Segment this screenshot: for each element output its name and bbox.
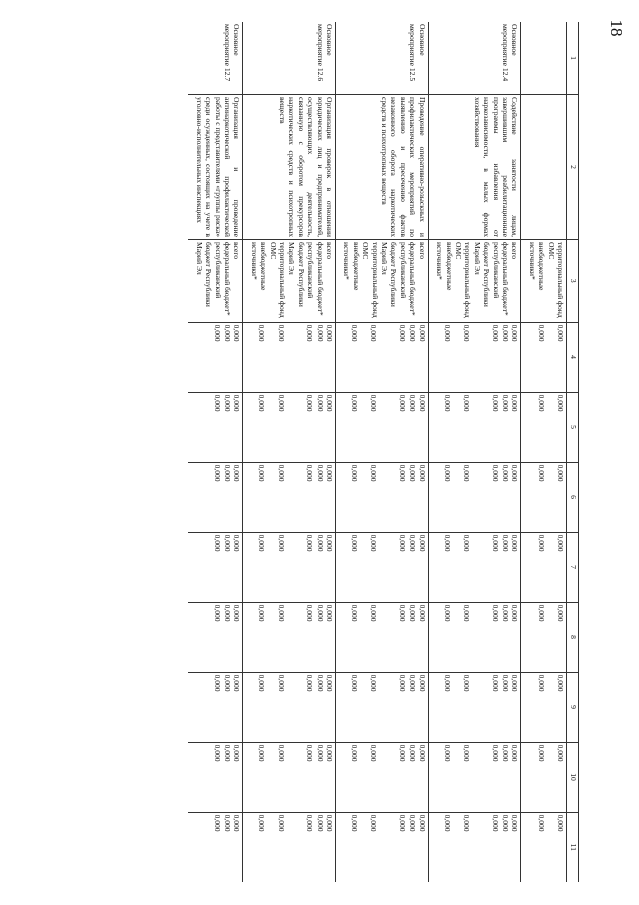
activity-cell <box>521 22 567 95</box>
amount-cell <box>188 322 243 392</box>
funding-source-label: республиканский бюджет Республики Марий Эл <box>380 242 408 307</box>
amount-value: 0,000 <box>397 814 407 832</box>
amount-value: 0,000 <box>556 464 565 482</box>
amount-value: 0,000 <box>223 744 232 762</box>
amount-value: 0,000 <box>232 394 242 412</box>
header-row <box>567 22 579 882</box>
amount-value: 0,000 <box>369 324 379 342</box>
amount-value: 0,000 <box>556 604 565 622</box>
amount-value: 0,000 <box>232 464 242 482</box>
amount-value: 0,000 <box>315 534 325 552</box>
amount-value: 0,000 <box>442 464 452 482</box>
amount-value: 0,000 <box>369 394 379 412</box>
table-row <box>336 22 429 882</box>
amount-cell <box>336 602 429 672</box>
funding-source-label: внебюджетные источники* <box>342 242 361 291</box>
amount-cell <box>336 742 429 812</box>
amount-value: 0,000 <box>500 394 510 412</box>
amount-cell <box>188 392 243 462</box>
amount-value: 0,000 <box>212 604 222 622</box>
amount-value: 0,000 <box>223 814 232 832</box>
amount-value: 0,000 <box>276 464 286 482</box>
amount-value: 0,000 <box>556 394 565 412</box>
amount-value: 0,000 <box>417 534 427 552</box>
amount-value: 0,000 <box>212 814 222 832</box>
description-cell: Организация проверок в отношении юридических лиц и предпринимателей, осуществляющих деятельность, связанную с оборотом прекурсоров наркотических средств и психотропных веществ <box>243 95 336 240</box>
amount-cell <box>243 532 336 602</box>
amount-value: 0,000 <box>442 674 452 692</box>
amount-value: 0,000 <box>315 674 325 692</box>
amount-value: 0,000 <box>536 674 546 692</box>
amount-value: 0,000 <box>223 464 232 482</box>
amount-value: 0,000 <box>510 464 520 482</box>
amount-cell <box>188 812 243 882</box>
column-header: 8 <box>567 602 579 672</box>
amount-value: 0,000 <box>408 674 418 692</box>
amount-value: 0,000 <box>325 814 335 832</box>
amount-value: 0,000 <box>397 604 407 622</box>
amount-value: 0,000 <box>232 814 242 832</box>
amount-value: 0,000 <box>536 464 546 482</box>
amount-value: 0,000 <box>556 324 565 342</box>
amount-cell <box>243 812 336 882</box>
funding-source-label: федеральный бюджет* <box>223 242 232 316</box>
amount-value: 0,000 <box>325 534 335 552</box>
funding-source-label: территориальный фонд ОМС <box>546 242 565 318</box>
amount-value: 0,000 <box>212 744 222 762</box>
amount-cell <box>428 812 521 882</box>
amount-cell <box>336 392 429 462</box>
amount-value: 0,000 <box>350 464 360 482</box>
amount-cell <box>188 672 243 742</box>
amount-value: 0,000 <box>223 394 232 412</box>
funding-sources-cell <box>188 240 243 323</box>
amount-value: 0,000 <box>350 674 360 692</box>
amount-value: 0,000 <box>257 394 267 412</box>
amount-cell <box>428 392 521 462</box>
amount-value: 0,000 <box>408 744 418 762</box>
amount-value: 0,000 <box>223 324 232 342</box>
amount-cell <box>428 532 521 602</box>
amount-cell <box>188 462 243 532</box>
amount-value: 0,000 <box>276 324 286 342</box>
amount-cell <box>336 532 429 602</box>
amount-cell <box>188 742 243 812</box>
funding-source-label: республиканский бюджет Республики Марий Эл <box>472 242 501 307</box>
amount-value: 0,000 <box>276 674 286 692</box>
amount-value: 0,000 <box>556 674 565 692</box>
amount-value: 0,000 <box>442 814 452 832</box>
column-header: 2 <box>567 95 579 240</box>
amount-value: 0,000 <box>257 464 267 482</box>
amount-value: 0,000 <box>536 604 546 622</box>
amount-value: 0,000 <box>257 674 267 692</box>
amount-value: 0,000 <box>490 814 500 832</box>
amount-cell <box>521 322 567 392</box>
amount-cell <box>188 532 243 602</box>
amount-value: 0,000 <box>500 674 510 692</box>
column-header: 9 <box>567 672 579 742</box>
amount-value: 0,000 <box>417 814 427 832</box>
amount-cell <box>336 322 429 392</box>
amount-value: 0,000 <box>397 464 407 482</box>
amount-value: 0,000 <box>408 464 418 482</box>
amount-cell <box>336 672 429 742</box>
amount-value: 0,000 <box>369 814 379 832</box>
funding-source-label: всего <box>510 242 520 260</box>
amount-value: 0,000 <box>223 674 232 692</box>
amount-value: 0,000 <box>276 744 286 762</box>
amount-value: 0,000 <box>257 324 267 342</box>
amount-value: 0,000 <box>417 394 427 412</box>
amount-cell <box>428 322 521 392</box>
amount-value: 0,000 <box>462 744 472 762</box>
amount-value: 0,000 <box>500 464 510 482</box>
table-row <box>521 22 567 882</box>
amount-value: 0,000 <box>490 324 500 342</box>
amount-value: 0,000 <box>325 324 335 342</box>
amount-value: 0,000 <box>232 604 242 622</box>
table-row <box>428 22 521 882</box>
amount-value: 0,000 <box>408 324 418 342</box>
amount-value: 0,000 <box>536 534 546 552</box>
amount-value: 0,000 <box>305 534 315 552</box>
amount-cell <box>428 602 521 672</box>
amount-value: 0,000 <box>350 324 360 342</box>
amount-value: 0,000 <box>212 324 222 342</box>
amount-value: 0,000 <box>212 534 222 552</box>
amount-value: 0,000 <box>325 744 335 762</box>
amount-cell <box>521 602 567 672</box>
funding-sources-cell <box>243 240 336 323</box>
funding-source-label: территориальный фонд ОМС <box>453 242 473 318</box>
amount-value: 0,000 <box>556 814 565 832</box>
amount-cell <box>243 392 336 462</box>
description-cell: Проведение оперативно-розыскных и профилактических мероприятий по выявлению и пресечению фактов незаконного оборота наркотических средств и психотропных веществ <box>336 95 429 240</box>
column-header: 4 <box>567 322 579 392</box>
column-header: 3 <box>567 240 579 323</box>
amount-value: 0,000 <box>490 394 500 412</box>
amount-value: 0,000 <box>350 394 360 412</box>
activity-cell: Основное мероприятие 12.7 <box>188 22 243 95</box>
funding-table <box>188 22 579 882</box>
amount-cell <box>243 742 336 812</box>
amount-value: 0,000 <box>462 674 472 692</box>
amount-value: 0,000 <box>212 464 222 482</box>
amount-value: 0,000 <box>232 324 242 342</box>
amount-value: 0,000 <box>462 394 472 412</box>
amount-value: 0,000 <box>350 534 360 552</box>
amount-value: 0,000 <box>305 324 315 342</box>
amount-value: 0,000 <box>510 604 520 622</box>
amount-value: 0,000 <box>510 324 520 342</box>
amount-cell <box>428 672 521 742</box>
funding-source-label: внебюджетные источники* <box>435 242 454 291</box>
funding-sources-cell <box>336 240 429 323</box>
amount-value: 0,000 <box>397 324 407 342</box>
amount-value: 0,000 <box>462 604 472 622</box>
amount-value: 0,000 <box>369 604 379 622</box>
amount-value: 0,000 <box>257 534 267 552</box>
amount-cell <box>521 742 567 812</box>
amount-value: 0,000 <box>397 534 407 552</box>
amount-value: 0,000 <box>257 744 267 762</box>
amount-value: 0,000 <box>397 394 407 412</box>
amount-value: 0,000 <box>315 604 325 622</box>
amount-value: 0,000 <box>212 674 222 692</box>
amount-value: 0,000 <box>276 604 286 622</box>
amount-value: 0,000 <box>490 674 500 692</box>
amount-value: 0,000 <box>442 324 452 342</box>
amount-value: 0,000 <box>442 744 452 762</box>
amount-value: 0,000 <box>305 814 315 832</box>
funding-source-label: федеральный бюджет* <box>315 242 325 316</box>
amount-value: 0,000 <box>223 534 232 552</box>
amount-value: 0,000 <box>417 674 427 692</box>
amount-value: 0,000 <box>490 604 500 622</box>
amount-value: 0,000 <box>315 394 325 412</box>
amount-value: 0,000 <box>257 814 267 832</box>
amount-value: 0,000 <box>500 604 510 622</box>
amount-value: 0,000 <box>500 534 510 552</box>
funding-source-label: внебюджетные источники* <box>249 242 269 291</box>
funding-sources-cell <box>521 240 567 323</box>
funding-source-label: федеральный бюджет* <box>408 242 418 316</box>
amount-cell <box>428 742 521 812</box>
funding-source-label: республиканский бюджет Республики Марий Эл <box>287 242 316 307</box>
rotated-table-page <box>49 22 579 882</box>
description-cell: Организация и проведение антинаркотической профилактической работы с представителями «группы риска» среди осужденных, состоящих на учете в уголовно-исполнительных инспекциях <box>188 95 243 240</box>
amount-value: 0,000 <box>500 324 510 342</box>
table-row <box>243 22 336 882</box>
funding-sources-cell <box>428 240 521 323</box>
table-row <box>188 22 243 882</box>
amount-value: 0,000 <box>232 534 242 552</box>
amount-value: 0,000 <box>510 534 520 552</box>
amount-value: 0,000 <box>315 744 325 762</box>
amount-value: 0,000 <box>442 534 452 552</box>
amount-value: 0,000 <box>408 814 418 832</box>
funding-source-label: внебюджетные источники* <box>527 242 547 291</box>
amount-value: 0,000 <box>417 324 427 342</box>
amount-value: 0,000 <box>305 674 315 692</box>
funding-source-label: всего <box>325 242 335 260</box>
activity-cell: Основное мероприятие 12.6 <box>243 22 336 95</box>
column-header: 7 <box>567 532 579 602</box>
amount-value: 0,000 <box>325 394 335 412</box>
amount-cell <box>521 392 567 462</box>
amount-value: 0,000 <box>500 744 510 762</box>
amount-value: 0,000 <box>442 394 452 412</box>
amount-value: 0,000 <box>315 814 325 832</box>
amount-value: 0,000 <box>257 604 267 622</box>
amount-value: 0,000 <box>212 394 222 412</box>
column-header: 11 <box>567 812 579 882</box>
amount-value: 0,000 <box>510 394 520 412</box>
amount-value: 0,000 <box>462 814 472 832</box>
description-cell <box>521 95 567 240</box>
amount-value: 0,000 <box>276 394 286 412</box>
amount-value: 0,000 <box>536 814 546 832</box>
amount-value: 0,000 <box>556 534 565 552</box>
amount-value: 0,000 <box>408 604 418 622</box>
amount-value: 0,000 <box>232 744 242 762</box>
amount-value: 0,000 <box>315 324 325 342</box>
column-header: 6 <box>567 462 579 532</box>
description-cell: Содействие занятости лицам, завершившим реабилитационные программы избавления от наркозависимости, в малых формах хозяйствования <box>428 95 521 240</box>
amount-value: 0,000 <box>536 394 546 412</box>
amount-value: 0,000 <box>408 394 418 412</box>
amount-value: 0,000 <box>536 744 546 762</box>
amount-value: 0,000 <box>442 604 452 622</box>
amount-value: 0,000 <box>276 534 286 552</box>
amount-cell <box>243 602 336 672</box>
amount-value: 0,000 <box>408 534 418 552</box>
amount-value: 0,000 <box>315 464 325 482</box>
funding-source-label: республиканский бюджет Республики Марий Эл <box>194 242 223 307</box>
amount-value: 0,000 <box>510 814 520 832</box>
amount-value: 0,000 <box>510 744 520 762</box>
amount-value: 0,000 <box>369 534 379 552</box>
amount-value: 0,000 <box>369 744 379 762</box>
amount-cell <box>336 812 429 882</box>
amount-value: 0,000 <box>369 674 379 692</box>
amount-value: 0,000 <box>305 744 315 762</box>
amount-value: 0,000 <box>325 604 335 622</box>
funding-source-label: всего <box>232 242 242 260</box>
amount-value: 0,000 <box>556 744 565 762</box>
amount-value: 0,000 <box>325 464 335 482</box>
table-body <box>188 22 566 882</box>
amount-value: 0,000 <box>305 464 315 482</box>
amount-value: 0,000 <box>276 814 286 832</box>
amount-value: 0,000 <box>232 674 242 692</box>
amount-value: 0,000 <box>305 394 315 412</box>
amount-cell <box>521 462 567 532</box>
amount-value: 0,000 <box>536 324 546 342</box>
amount-cell <box>521 672 567 742</box>
column-header: 5 <box>567 392 579 462</box>
activity-cell: Основное мероприятие 12.5 <box>336 22 429 95</box>
funding-source-label: территориальный фонд ОМС <box>268 242 288 318</box>
amount-value: 0,000 <box>490 464 500 482</box>
amount-cell <box>521 532 567 602</box>
amount-value: 0,000 <box>490 744 500 762</box>
amount-value: 0,000 <box>417 604 427 622</box>
amount-cell <box>243 672 336 742</box>
amount-cell <box>428 462 521 532</box>
amount-cell <box>188 602 243 672</box>
column-header: 10 <box>567 742 579 812</box>
amount-cell <box>243 462 336 532</box>
activity-cell: Основное мероприятие 12.4 <box>428 22 521 95</box>
amount-cell <box>336 462 429 532</box>
amount-cell <box>521 812 567 882</box>
amount-value: 0,000 <box>397 674 407 692</box>
funding-source-label: федеральный бюджет* <box>500 242 510 316</box>
amount-value: 0,000 <box>223 604 232 622</box>
amount-value: 0,000 <box>462 534 472 552</box>
amount-value: 0,000 <box>417 464 427 482</box>
amount-value: 0,000 <box>510 674 520 692</box>
amount-value: 0,000 <box>350 814 360 832</box>
amount-value: 0,000 <box>350 604 360 622</box>
amount-value: 0,000 <box>462 464 472 482</box>
amount-value: 0,000 <box>397 744 407 762</box>
funding-source-label: территориальный фонд ОМС <box>361 242 380 318</box>
amount-value: 0,000 <box>325 674 335 692</box>
page-number: 18 <box>607 19 626 37</box>
amount-value: 0,000 <box>369 464 379 482</box>
amount-value: 0,000 <box>305 604 315 622</box>
amount-value: 0,000 <box>462 324 472 342</box>
amount-value: 0,000 <box>350 744 360 762</box>
column-header: 1 <box>567 22 579 95</box>
amount-cell <box>243 322 336 392</box>
amount-value: 0,000 <box>500 814 510 832</box>
amount-value: 0,000 <box>490 534 500 552</box>
amount-value: 0,000 <box>417 744 427 762</box>
funding-source-label: всего <box>417 242 427 260</box>
